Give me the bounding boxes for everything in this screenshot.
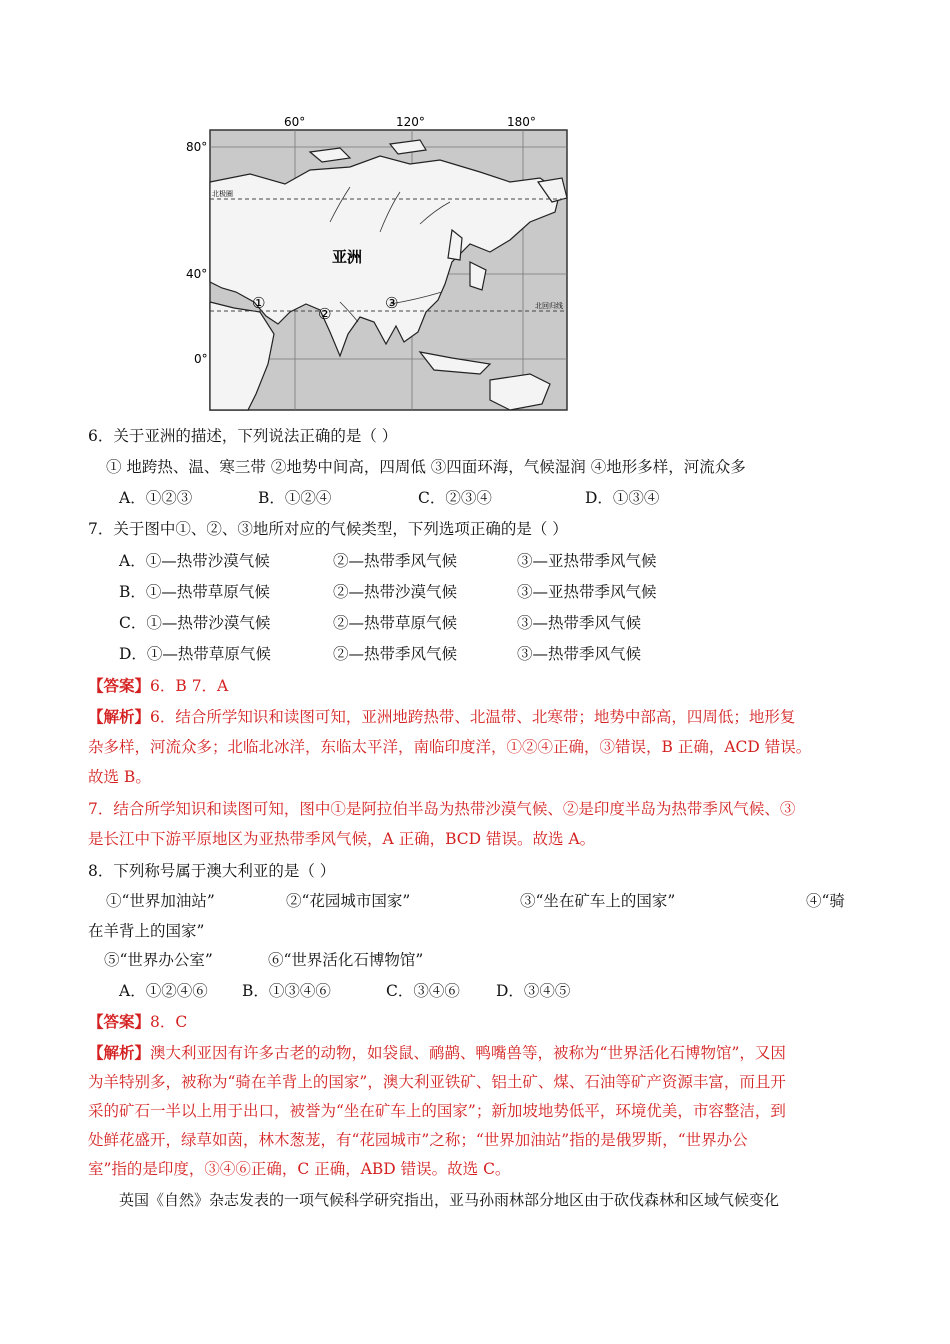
q7-option-d-3: ③—热带季风气候	[517, 645, 642, 663]
explanation-8-line3: 采的矿石一半以上用于出口，被誉为“坐在矿车上的国家”；新加坡地势低平，环境优美，市容整洁，到	[88, 1102, 786, 1120]
lon-label-60: 60°	[284, 115, 306, 129]
q6-option-c[interactable]: C．②③④	[418, 489, 492, 507]
asia-label: 亚洲	[332, 248, 363, 266]
answer-8	[88, 1012, 187, 1032]
arctic-circle-label: 北极圈	[212, 190, 233, 198]
explanation-tag: 【解析】	[88, 707, 151, 726]
lat-label-0: 0°	[194, 352, 208, 366]
q7-option-b-2: ②—热带沙漠气候	[333, 583, 458, 601]
explanation-8-tag: 【解析】	[88, 1043, 151, 1062]
q6-statements: ① 地跨热、温、寒三带 ②地势中间高，四周低 ③四面环海，气候湿润 ④地形多样，河流众多	[106, 458, 746, 476]
q8-statement-5: ⑤“世界办公室”	[104, 951, 213, 969]
explanation-8-line1	[88, 1043, 786, 1063]
q8-statement-4b: 在羊背上的国家”	[88, 922, 205, 940]
answer-8-tag: 【答案】	[88, 1012, 151, 1031]
q7-option-c-3: ③—热带季风气候	[517, 614, 642, 632]
q7-option-c-2: ②—热带草原气候	[333, 614, 458, 632]
explanation-text: 6．结合所学知识和读图可知，亚洲地跨热带、北温带、北寒带；地势中部高，四周低；地形复	[150, 708, 796, 726]
explanation-6-line2: 杂多样，河流众多；北临北冰洋，东临太平洋，南临印度洋，①②④正确，③错误，B 正确，ACD 错误。	[88, 738, 812, 756]
lon-label-120: 120°	[396, 115, 425, 129]
explanation-8-line2: 为羊特别多，被称为“骑在羊背上的国家”，澳大利亚铁矿、铝土矿、煤、石油等矿产资源丰富，而且开	[88, 1073, 786, 1091]
lat-label-40: 40°	[186, 267, 208, 281]
lat-label-80: 80°	[186, 140, 208, 154]
q8-statement-6: ⑥“世界活化石博物馆”	[268, 951, 424, 969]
passage-line1: 英国《自然》杂志发表的一项气候科学研究指出，亚马孙雨林部分地区由于砍伐森林和区域气候变化	[119, 1191, 780, 1209]
explanation-6-line3: 故选 B。	[88, 768, 151, 786]
answer-6-7	[88, 676, 228, 696]
q8-option-d[interactable]: D．③④⑤	[496, 982, 571, 1000]
q8-statement-3: ③“坐在矿车上的国家”	[520, 892, 676, 910]
q8-option-c[interactable]: C．③④⑥	[386, 982, 460, 1000]
q7-option-d-1[interactable]: D．①—热带草原气候	[119, 645, 271, 663]
asia-map	[186, 112, 570, 412]
q7-option-a-3: ③—亚热带季风气候	[517, 552, 657, 570]
answer-8-text: 8．C	[150, 1013, 188, 1031]
marker-1: ①	[252, 294, 266, 312]
q8-option-b[interactable]: B．①③④⑥	[242, 982, 331, 1000]
explanation-7-line2: 是长江中下游平原地区为亚热带季风气候，A 正确，BCD 错误。故选 A。	[88, 830, 596, 848]
explanation-8-line5: 室”指的是印度，③④⑥正确，C 正确，ABD 错误。故选 C。	[88, 1160, 511, 1178]
asia-map-figure	[186, 112, 570, 412]
q8-stem: 8．下列称号属于澳大利亚的是（ ）	[88, 862, 336, 880]
explanation-8-line4: 处鲜花盛开，绿草如茵，林木葱茏，有“花园城市”之称；“世界加油站”指的是俄罗斯，“世界办公	[88, 1131, 748, 1149]
q7-option-b-1[interactable]: B．①—热带草原气候	[119, 583, 270, 601]
q7-option-d-2: ②—热带季风气候	[333, 645, 458, 663]
q8-statement-4a: ④“骑	[806, 892, 845, 910]
q7-option-a-2: ②—热带季风气候	[333, 552, 458, 570]
explanation-8-text: 澳大利亚因有许多古老的动物，如袋鼠、鸸鹋、鸭嘴兽等，被称为“世界活化石博物馆”，又因	[150, 1044, 786, 1062]
q8-statement-2: ②“花园城市国家”	[286, 892, 411, 910]
lon-label-180: 180°	[507, 115, 536, 129]
q7-option-b-3: ③—亚热带季风气候	[517, 583, 657, 601]
q7-option-c-1[interactable]: C．①—热带沙漠气候	[119, 614, 271, 632]
q6-stem: 6．关于亚洲的描述，下列说法正确的是（ ）	[88, 427, 398, 445]
q7-option-a-1[interactable]: A．①—热带沙漠气候	[119, 552, 270, 570]
marker-3: ③	[385, 294, 399, 312]
q8-statement-1: ①“世界加油站”	[106, 892, 215, 910]
tropic-of-cancer-label: 北回归线	[535, 302, 563, 310]
explanation-7-line1: 7．结合所学知识和读图可知，图中①是阿拉伯半岛为热带沙漠气候、②是印度半岛为热带季风气候、③	[88, 800, 796, 818]
q7-stem: 7．关于图中①、②、③地所对应的气候类型，下列选项正确的是（ ）	[88, 520, 568, 538]
explanation-6-line1	[88, 707, 795, 727]
q6-option-d[interactable]: D．①③④	[585, 489, 660, 507]
q6-option-a[interactable]: A．①②③	[119, 489, 193, 507]
marker-2: ②	[318, 305, 332, 323]
q6-option-b[interactable]: B．①②④	[258, 489, 332, 507]
answer-text: 6．B 7．A	[150, 677, 229, 695]
q8-option-a[interactable]: A．①②④⑥	[119, 982, 208, 1000]
answer-tag: 【答案】	[88, 676, 151, 695]
